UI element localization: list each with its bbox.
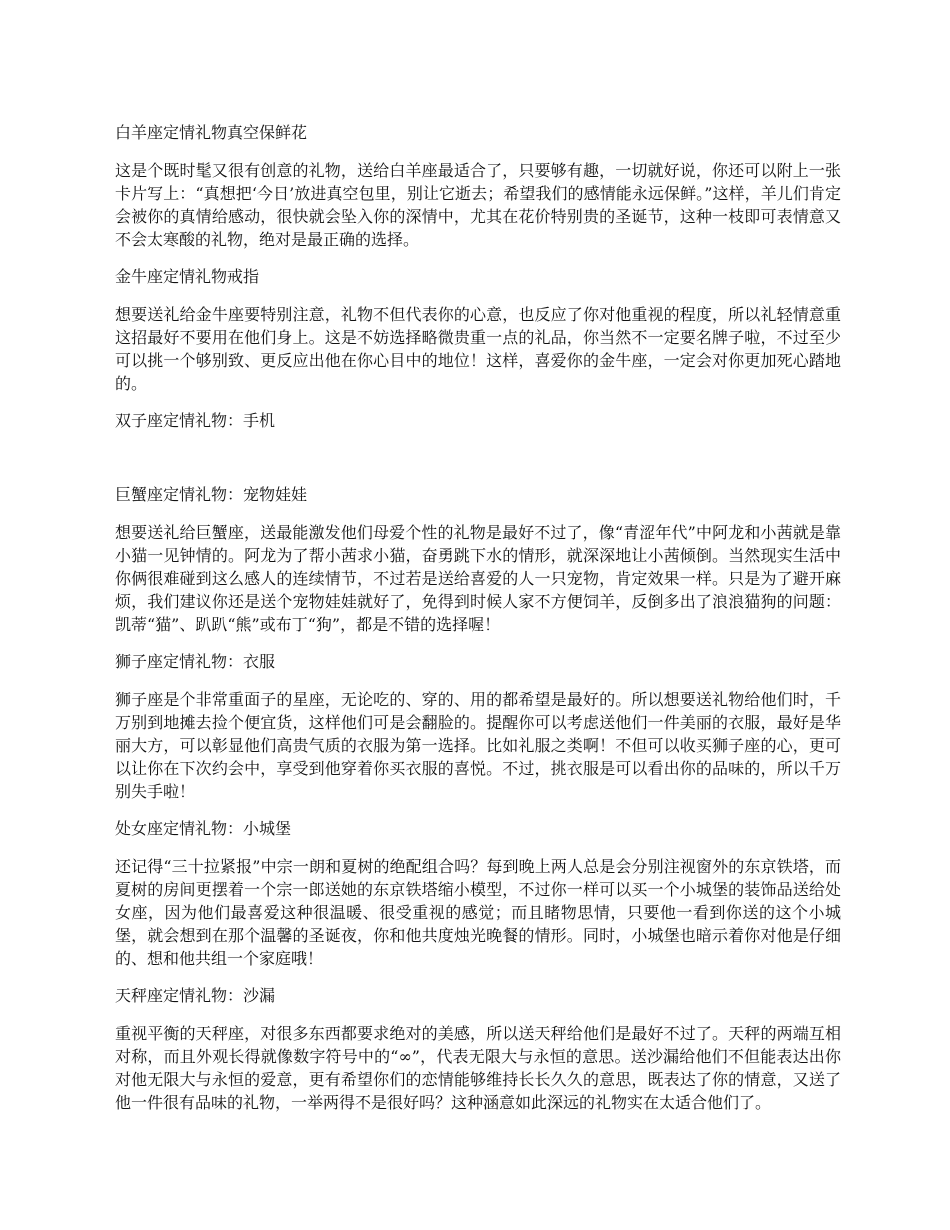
empty-paragraph-gemini (115, 447, 841, 484)
heading-aries: 白羊座定情礼物真空保鲜花 (115, 123, 308, 142)
heading-taurus: 金牛座定情礼物戒指 (115, 267, 260, 286)
paragraph-cancer: 想要送礼给巨蟹座，送最能激发他们母爱个性的礼物是最好不过了，像“青涩年代”中阿龙和小茜就是靠小猫一见钟情的。阿龙为了帮小茜求小猫，奋勇跳下水的情形，就深深地让小茜倾倒。当然现实生活中你俩很难碰到这么感人的连续情节，不过若是送给喜爱的人一只宠物，肯定效果一样。只是为了避开麻烦，我们建议你还是送个宠物娃娃就好了，免得到时候人家不方便饲羊，反倒多出了浪浪猫狗的问题：凯蒂“猫”、趴趴“熊”或布丁“狗”，都是不错的选择喔！ (115, 523, 841, 634)
paragraph-taurus: 想要送礼给金牛座要特别注意，礼物不但代表你的心意，也反应了你对他重视的程度，所以礼轻情意重这招最好不要用在他们身上。这是不妨选择略微贵重一点的礼品，你当然不一定要名牌子啦，不过至少可以挑一个够别致、更反应出他在你心目中的地位！这样，喜爱你的金牛座，一定会对你更加死心踏地的。 (115, 305, 841, 393)
paragraph-libra: 重视平衡的天秤座，对很多东西都要求绝对的美感，所以送天秤给他们是最好不过了。天秤的两端互相对称，而且外观长得就像数字符号中的“∞”，代表无限大与永恒的意思。送沙漏给他们不但能表达出你对他无限大与永恒的爱意，更有希望你们的恋情能够维持长长久久的意思，既表达了你的情意，又送了他一件很有品味的礼物，一举两得不是很好吗？这种涵意如此深远的礼物实在太适合他们了。 (115, 1024, 841, 1112)
paragraph-aries: 这是个既时髦又很有创意的礼物，送给白羊座最适合了，只要够有趣，一切就好说，你还可以附上一张卡片写上：“真想把‘今日’放进真空包里，别让它逝去；希望我们的感情能永远保鲜。”这样，羊儿们肯定会被你的真情给感动，很快就会坠入你的深情中，尤其在花价特别贵的圣诞节，这种一枝即可表情意又不会太寒酸的礼物，绝对是最正确的选择。 (115, 161, 841, 249)
document-page (115, 122, 841, 1129)
heading-gemini: 双子座定情礼物：手机 (115, 411, 276, 430)
heading-virgo: 处女座定情礼物：小城堡 (115, 819, 292, 838)
paragraph-virgo: 还记得“三十拉紧报”中宗一朗和夏树的绝配组合吗？每到晚上两人总是会分别注视窗外的东京铁塔，而夏树的房间更摆着一个宗一郎送她的东京铁塔缩小模型，不过你一样可以买一个小城堡的装饰品送给处女座，因为他们最喜爱这种很温暖、很受重视的感觉；而且睹物思情，只要他一看到你送的这个小城堡，就会想到在那个温馨的圣诞夜，你和他共度烛光晚餐的情形。同时，小城堡也暗示着你对他是仔细的、想和他共组一个家庭哦！ (115, 857, 841, 968)
heading-cancer: 巨蟹座定情礼物：宠物娃娃 (115, 485, 308, 504)
paragraph-leo: 狮子座是个非常重面子的星座，无论吃的、穿的、用的都希望是最好的。所以想要送礼物给他们时，千万别到地摊去捡个便宜货，这样他们可是会翻脸的。提醒你可以考虑送他们一件美丽的衣服，最好是华丽大方，可以彰显他们高贵气质的衣服为第一选择。比如礼服之类啊！不但可以收买狮子座的心，更可以让你在下次约会中，享受到他穿着你买衣服的喜悦。不过，挑衣服是可以看出你的品味的，所以千万别失手啦！ (115, 690, 841, 801)
heading-libra: 天秤座定情礼物：沙漏 (115, 986, 276, 1005)
heading-leo: 狮子座定情礼物：衣服 (115, 652, 276, 671)
